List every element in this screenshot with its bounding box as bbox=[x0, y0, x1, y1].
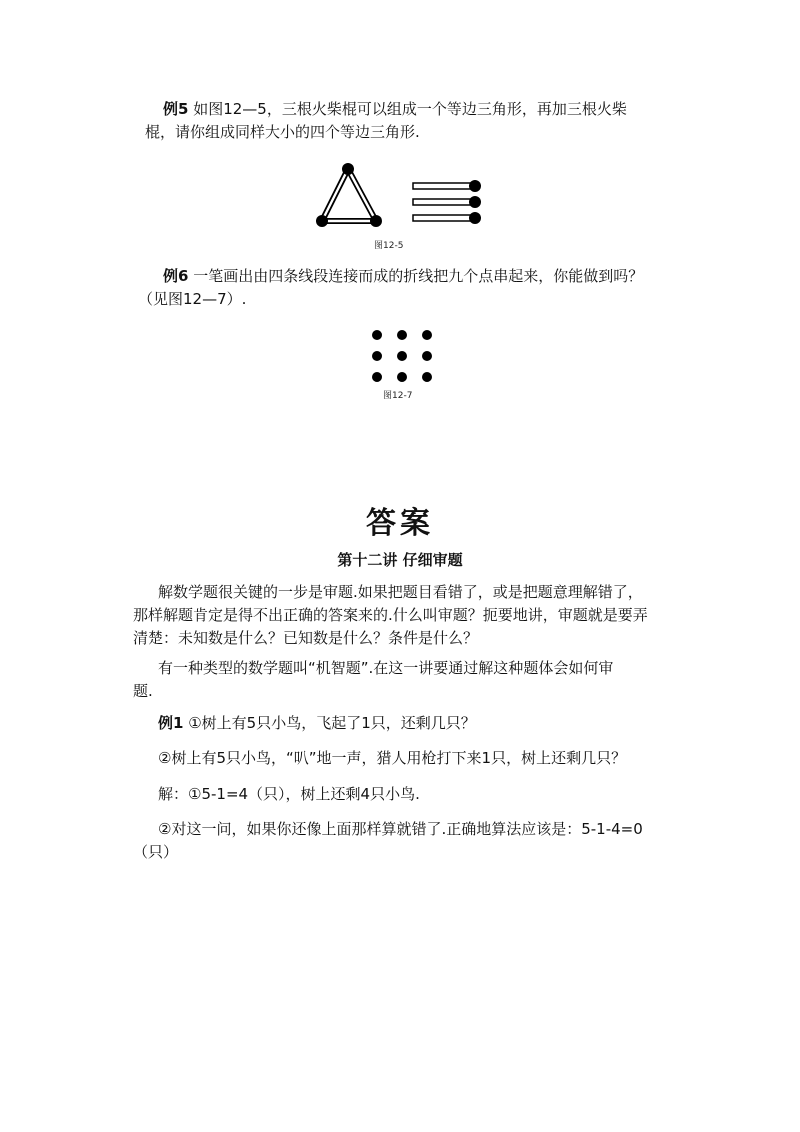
answers-title: 答案 bbox=[366, 506, 434, 541]
solution-1: 解：①5-1=4（只），树上还剩4只小鸟. bbox=[158, 785, 420, 803]
paragraph-2-line-1: 有一种类型的数学题叫“机智题”.在这一讲要通过解这种题体会如何审 bbox=[158, 659, 614, 677]
paragraph-1-line-3: 清楚：未知数是什么？已知数是什么？条件是什么？ bbox=[133, 629, 479, 647]
example-6-text-1: 一笔画出由四条线段连接而成的折线把九个点串起来，你能做到吗？ bbox=[188, 267, 644, 285]
extra-matchsticks bbox=[413, 180, 481, 224]
example-1-question-2: ②树上有5只小鸟，“叭”地一声，猎人用枪打下来1只，树上还剩几只？ bbox=[158, 749, 627, 767]
example-6-label: 例6 bbox=[163, 267, 189, 285]
paragraph-1-line-2: 那样解题肯定是得不出正确的答案来的.什么叫审题？扼要地讲，审题就是要弄 bbox=[133, 606, 648, 624]
example-1-question-1-text: ①树上有5只小鸟，飞起了1只，还剩几只？ bbox=[183, 714, 476, 732]
example-5-line-2: 棍，请你组成同样大小的四个等边三角形. bbox=[145, 123, 420, 141]
paragraph-1-line-1: 解数学题很关键的一步是审题.如果把题目看错了，或是把题意理解错了， bbox=[158, 583, 643, 601]
nine-dot-grid bbox=[372, 330, 432, 382]
example-6-line-1 bbox=[163, 265, 643, 287]
solution-2-line-2: （只） bbox=[133, 843, 179, 861]
example-1-question-1 bbox=[158, 712, 476, 734]
paragraph-2-line-2: 题. bbox=[133, 682, 153, 700]
example-5-line-1 bbox=[163, 98, 627, 120]
figure-12-7 bbox=[365, 325, 440, 385]
example-5-label: 例5 bbox=[163, 100, 189, 118]
solution-2-line-1: ②对这一问，如果你还像上面那样算就错了.正确地算法应该是：5-1-4=0 bbox=[158, 820, 643, 838]
lecture-subtitle: 第十二讲 仔细审题 bbox=[337, 551, 463, 569]
matchstick-triangle bbox=[316, 163, 382, 227]
example-5-text-1: 如图12—5，三根火柴棍可以组成一个等边三角形，再加三根火柴 bbox=[188, 100, 627, 118]
example-6-line-2: （见图12—7）. bbox=[138, 290, 247, 308]
example-1-label: 例1 bbox=[158, 714, 184, 732]
figure-12-7-caption: 图12-7 bbox=[383, 391, 413, 401]
figure-12-5-caption: 图12-5 bbox=[374, 241, 404, 251]
figure-12-5 bbox=[300, 155, 500, 235]
